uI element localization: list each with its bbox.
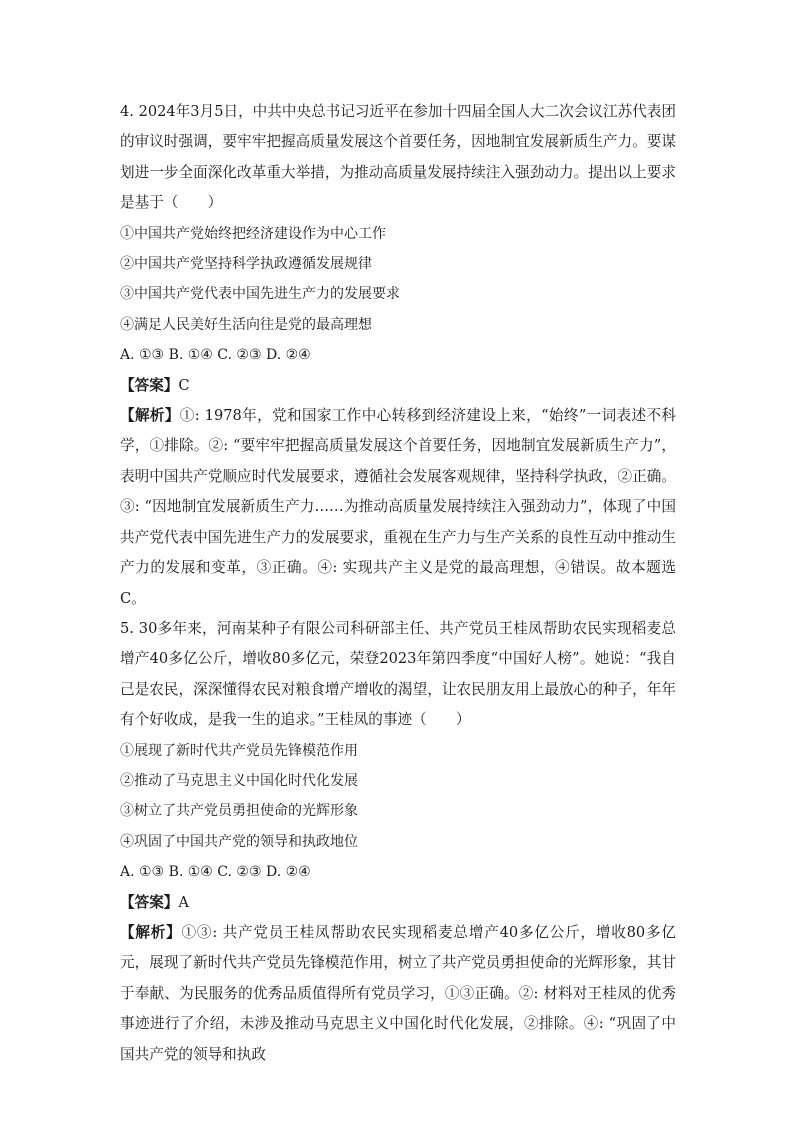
option-item: ①中国共产党始终把经济建设作为中心工作 xyxy=(120,225,386,242)
answer-line xyxy=(120,888,676,918)
document-page xyxy=(120,97,676,1070)
answer-value: A xyxy=(178,893,189,911)
option-item: ④巩固了中国共产党的领导和执政地位 xyxy=(120,833,358,850)
option-item: ③树立了共产党员勇担使命的光辉形象 xyxy=(120,803,358,820)
answer-choices: A. ①③ B. ①④ C. ②③ D. ②④ xyxy=(120,347,311,364)
analysis-paragraph xyxy=(120,401,676,614)
answer-tag: 【答案】 xyxy=(120,893,179,911)
answer-line xyxy=(120,371,676,401)
analysis-text: ①③: 共产党员王桂凤帮助农民实现稻麦总增产40多亿公斤，增收80多亿元，展现了新时代共产党员先锋模范作用，树立了共产党员勇担使命的光辉形象，其甘于奉献、为民服务的优秀品质值得所有党员学习，①③正确。②: 材料对王桂凤的优秀事迹进行了介绍，未涉及推动马克思主义中国化时代化发展，②排除。④: “巩固了中国共产党的领导和执政 xyxy=(120,923,676,1063)
analysis-paragraph xyxy=(120,918,676,1070)
answer-choices: A. ①③ B. ①④ C. ②③ D. ②④ xyxy=(120,864,311,881)
question-stem: 4. 2024年3月5日，中共中央总书记习近平在参加十四届全国人大二次会议江苏代表团的审议时强调，要牢牢把握高质量发展这个首要任务，因地制宜发展新质生产力。要谋划进一步全面深化改革重大举措，为推动高质量发展持续注入强劲动力。提出以上要求是基于（ ） xyxy=(120,103,676,212)
analysis-text: ①: 1978年，党和国家工作中心转移到经济建设上来，“始终”一词表述不科学，①排除。②: “要牢牢把握高质量发展这个首要任务，因地制宜发展新质生产力”，表明中国共产党顺应时代发展要求，遵循社会发展客观规律，坚持科学执政，②正确。③: “因地制宜发展新质生产力……为推动高质量发展持续注入强劲动力”，体现了中国共产党代表中国先进生产力的发展要求，重视在生产力与生产关系的良性互动中推动生产力的发展和变革，③正确。④: 实现共产主义是党的最高理想，④错误。故本题选C。 xyxy=(120,407,676,607)
option-item: ③中国共产党代表中国先进生产力的发展要求 xyxy=(120,286,400,303)
question-5 xyxy=(120,614,676,1070)
analysis-tag: 【解析】 xyxy=(120,407,180,425)
answer-tag: 【答案】 xyxy=(120,376,179,394)
option-item: ①展现了新时代共产党员先锋模范作用 xyxy=(120,742,358,759)
option-item: ②中国共产党坚持科学执政遵循发展规律 xyxy=(120,256,372,273)
answer-value: C xyxy=(178,376,190,394)
analysis-tag: 【解析】 xyxy=(120,923,182,941)
question-4 xyxy=(120,97,676,614)
question-stem: 5. 30多年来，河南某种子有限公司科研部主任、共产党员王桂凤帮助农民实现稻麦总增产40多亿公斤，增收80多亿元，荣登2023年第四季度“中国好人榜”。她说：“我自己是农民，深深懂得农民对粮食增产增收的渴望，让农民朋友用上最放心的种子，年年有个好收成，是我一生的追求。”王桂凤的事迹（ ） xyxy=(120,619,676,729)
option-item: ④满足人民美好生活向往是党的最高理想 xyxy=(120,316,372,333)
option-item: ②推动了马克思主义中国化时代化发展 xyxy=(120,772,358,789)
